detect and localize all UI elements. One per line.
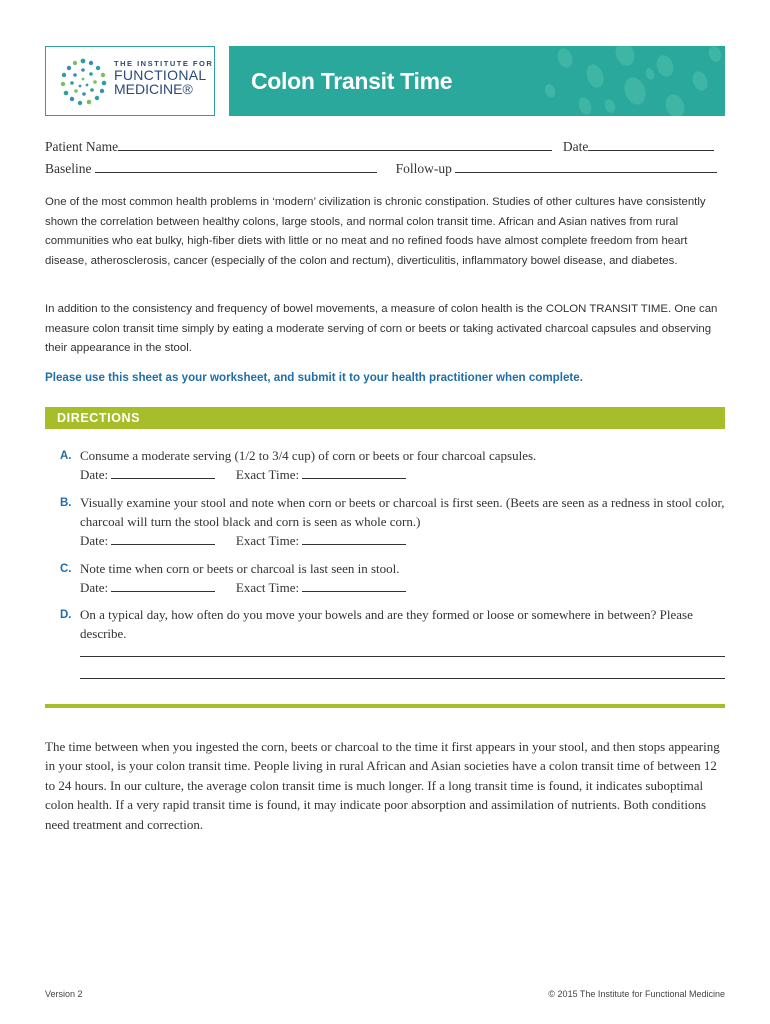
worksheet-note: Please use this sheet as your worksheet, and submit it to your health practitioner when complete. xyxy=(45,371,583,384)
step-c xyxy=(60,559,725,597)
dotted-circle-logo-icon xyxy=(58,57,108,107)
version-label: Version 2 xyxy=(45,989,83,999)
step-d-answer-line-1[interactable] xyxy=(80,656,725,657)
step-a-date-field[interactable] xyxy=(111,466,215,479)
step-b xyxy=(60,493,725,551)
logo xyxy=(45,46,215,116)
baseline-field[interactable] xyxy=(95,160,377,173)
directions-header xyxy=(45,407,725,429)
step-b-fields xyxy=(80,531,725,550)
directions-title: DIRECTIONS xyxy=(57,411,141,425)
logo-line2: FUNCTIONAL xyxy=(114,67,207,83)
patient-name-label: Patient Name xyxy=(45,139,119,154)
step-b-text: Visually examine your stool and note when corn or beets or charcoal is first seen. (Beets are seen as a redness in stool color, charcoal will turn the stool black and corn is seen as whole corn.) xyxy=(80,495,725,530)
step-b-date-field[interactable] xyxy=(111,532,215,545)
step-b-time-field[interactable] xyxy=(302,532,406,545)
step-a-date-label: Date: xyxy=(80,467,109,483)
intro-paragraph-2: In addition to the consistency and frequency of bowel movements, a measure of colon health is the COLON TRANSIT TIME. One can measure colon transit time simply by eating a moderate serving of corn or beets or taking activated charcoal capsules and observing their appearance in the stool. xyxy=(45,303,718,354)
decorative-dots-icon xyxy=(525,46,725,116)
section-divider xyxy=(45,704,725,708)
logo-text xyxy=(114,59,213,96)
step-b-time-label: Exact Time: xyxy=(235,533,300,549)
step-c-date-label: Date: xyxy=(80,580,109,596)
logo-line1: THE INSTITUTE FOR xyxy=(114,59,214,68)
step-a-time-label: Exact Time: xyxy=(235,467,300,483)
date-label: Date xyxy=(562,139,589,154)
step-a-fields xyxy=(80,465,725,484)
step-d xyxy=(60,605,725,643)
step-c-text: Note time when corn or beets or charcoal is last seen in stool. xyxy=(80,561,400,576)
intro-paragraph-1: One of the most common health problems in ‘modern’ civilization is chronic constipation. Studies of other cultures have consistently shown the correlation between healthy colons, large stools, and normal colon transit time. African and Asian natives from rural communities who eat bulky, high-fiber diets with little or no meat and no refined foods have almost complete freedom from heart disease, atherosclerosis, cancer (especially of the colon and rectum), diverticulitis, inflammatory bowel disease, and diabetes. xyxy=(45,196,706,267)
step-c-fields xyxy=(80,578,725,597)
step-d-text: On a typical day, how often do you move your bowels and are they formed or loose or somewhere in between? Please describe. xyxy=(80,607,693,642)
step-c-letter: C. xyxy=(60,563,72,575)
step-a-time-field[interactable] xyxy=(302,466,406,479)
logo-line3: MEDICINE® xyxy=(114,81,193,97)
baseline-label: Baseline xyxy=(45,161,92,176)
date-field[interactable] xyxy=(588,138,714,151)
baseline-row xyxy=(45,160,717,177)
page-title: Colon Transit Time xyxy=(251,68,453,94)
follow-up-label: Follow-up xyxy=(395,161,452,176)
patient-name-row xyxy=(45,138,714,155)
step-b-date-label: Date: xyxy=(80,533,109,549)
follow-up-field[interactable] xyxy=(455,160,717,173)
step-c-time-label: Exact Time: xyxy=(235,580,300,596)
step-a xyxy=(60,446,725,484)
title-bar xyxy=(229,46,725,116)
patient-name-field[interactable] xyxy=(118,138,552,151)
step-a-text: Consume a moderate serving (1/2 to 3/4 cup) of corn or beets or four charcoal capsules. xyxy=(80,448,537,463)
step-a-letter: A. xyxy=(60,450,72,462)
closing-paragraph: The time between when you ingested the corn, beets or charcoal to the time it first appears in your stool, and then stops appearing in your stool, is your colon transit time. People living in rural African and Asian societies have a colon transit time of between 12 to 24 hours. In our culture, the average colon transit time is much longer. If a long transit time is found, it indicates suboptimal colon health. If a very rapid transit time is found, it may indicate poor absorption and assimilation of nutrients. Both conditions need treatment and correction. xyxy=(45,739,720,832)
step-b-letter: B. xyxy=(60,497,72,509)
copyright-label: © 2015 The Institute for Functional Medicine xyxy=(548,989,725,999)
step-c-date-field[interactable] xyxy=(111,579,215,592)
step-d-answer-line-2[interactable] xyxy=(80,678,725,679)
step-c-time-field[interactable] xyxy=(302,579,406,592)
step-d-letter: D. xyxy=(60,609,72,621)
